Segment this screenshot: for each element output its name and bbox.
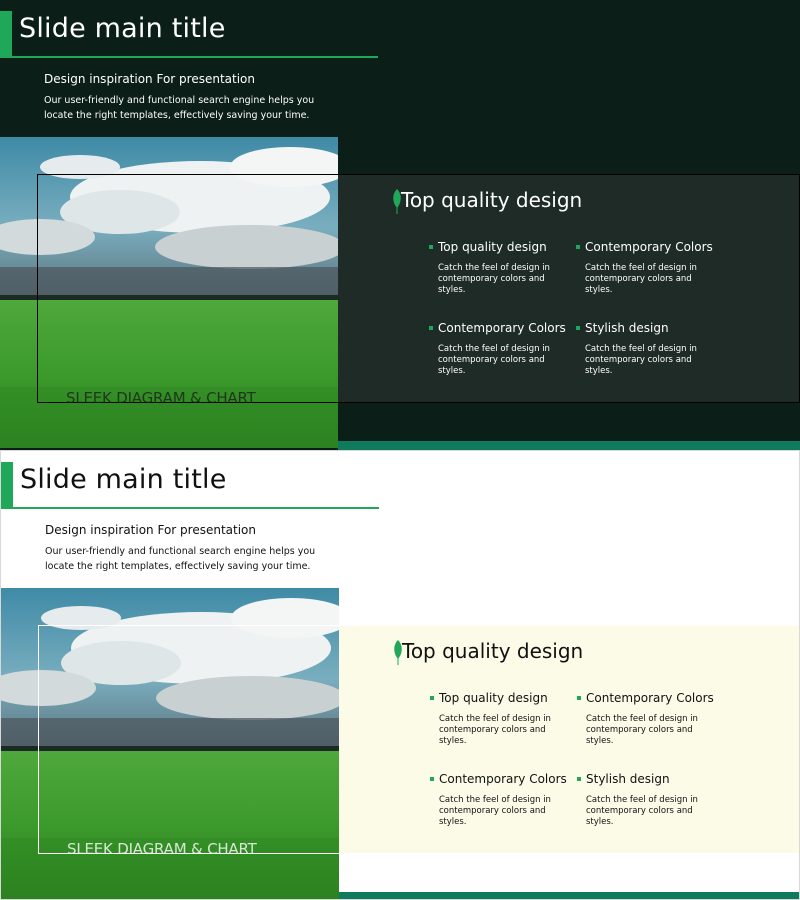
feature-text: Catch the feel of design in contemporary colors and styles. (438, 344, 550, 376)
feature-title: Contemporary Colors (438, 321, 566, 335)
overlay-caption: SLEEK DIAGRAM & CHART (67, 840, 257, 858)
bottom-accent-strip (339, 892, 800, 900)
slide-subtitle: Design inspiration For presentation (44, 72, 255, 86)
square-bullet-icon (430, 777, 434, 781)
square-bullet-icon (429, 326, 433, 330)
panel-heading: Top quality design (401, 188, 583, 212)
feature-title: Contemporary Colors (439, 772, 567, 786)
feature-text: Catch the feel of design in contemporary colors and styles. (585, 263, 697, 295)
feature-text: Catch the feel of design in contemporary colors and styles. (438, 263, 550, 295)
feature-item (576, 320, 726, 377)
bottom-accent-strip (338, 441, 800, 450)
square-bullet-icon (576, 326, 580, 330)
feature-title: Stylish design (585, 321, 669, 335)
feature-title: Top quality design (439, 691, 548, 705)
slide-description: Our user-friendly and functional search engine helps you locate the right templates, effectively saving your time. (44, 95, 315, 121)
feature-item (577, 771, 727, 828)
feature-item (430, 771, 580, 828)
feature-item (430, 690, 580, 747)
title-accent-bar (0, 11, 12, 57)
feature-item (429, 239, 579, 296)
feature-text: Catch the feel of design in contemporary colors and styles. (439, 795, 551, 827)
square-bullet-icon (577, 696, 581, 700)
feature-text: Catch the feel of design in contemporary colors and styles. (586, 714, 698, 746)
feature-text: Catch the feel of design in contemporary colors and styles. (439, 714, 551, 746)
slide-title: Slide main title (19, 13, 226, 44)
overlay-caption: SLEEK DIAGRAM & CHART (66, 389, 256, 407)
feature-title: Contemporary Colors (586, 691, 714, 705)
slide-title: Slide main title (20, 464, 227, 495)
square-bullet-icon (429, 245, 433, 249)
feature-text: Catch the feel of design in contemporary colors and styles. (585, 344, 697, 376)
feature-item (576, 239, 726, 296)
feature-item (577, 690, 727, 747)
feature-title: Contemporary Colors (585, 240, 713, 254)
slide-subtitle: Design inspiration For presentation (45, 523, 256, 537)
feature-title: Top quality design (438, 240, 547, 254)
feature-title: Stylish design (586, 772, 670, 786)
square-bullet-icon (577, 777, 581, 781)
title-underline (1, 507, 379, 509)
slide-light (0, 450, 800, 900)
square-bullet-icon (576, 245, 580, 249)
panel-heading: Top quality design (402, 639, 584, 663)
slide-description: Our user-friendly and functional search engine helps you locate the right templates, effectively saving your time. (45, 546, 316, 572)
title-underline (0, 56, 378, 58)
feature-text: Catch the feel of design in contemporary colors and styles. (586, 795, 698, 827)
square-bullet-icon (430, 696, 434, 700)
feature-item (429, 320, 579, 377)
title-accent-bar (1, 462, 13, 508)
